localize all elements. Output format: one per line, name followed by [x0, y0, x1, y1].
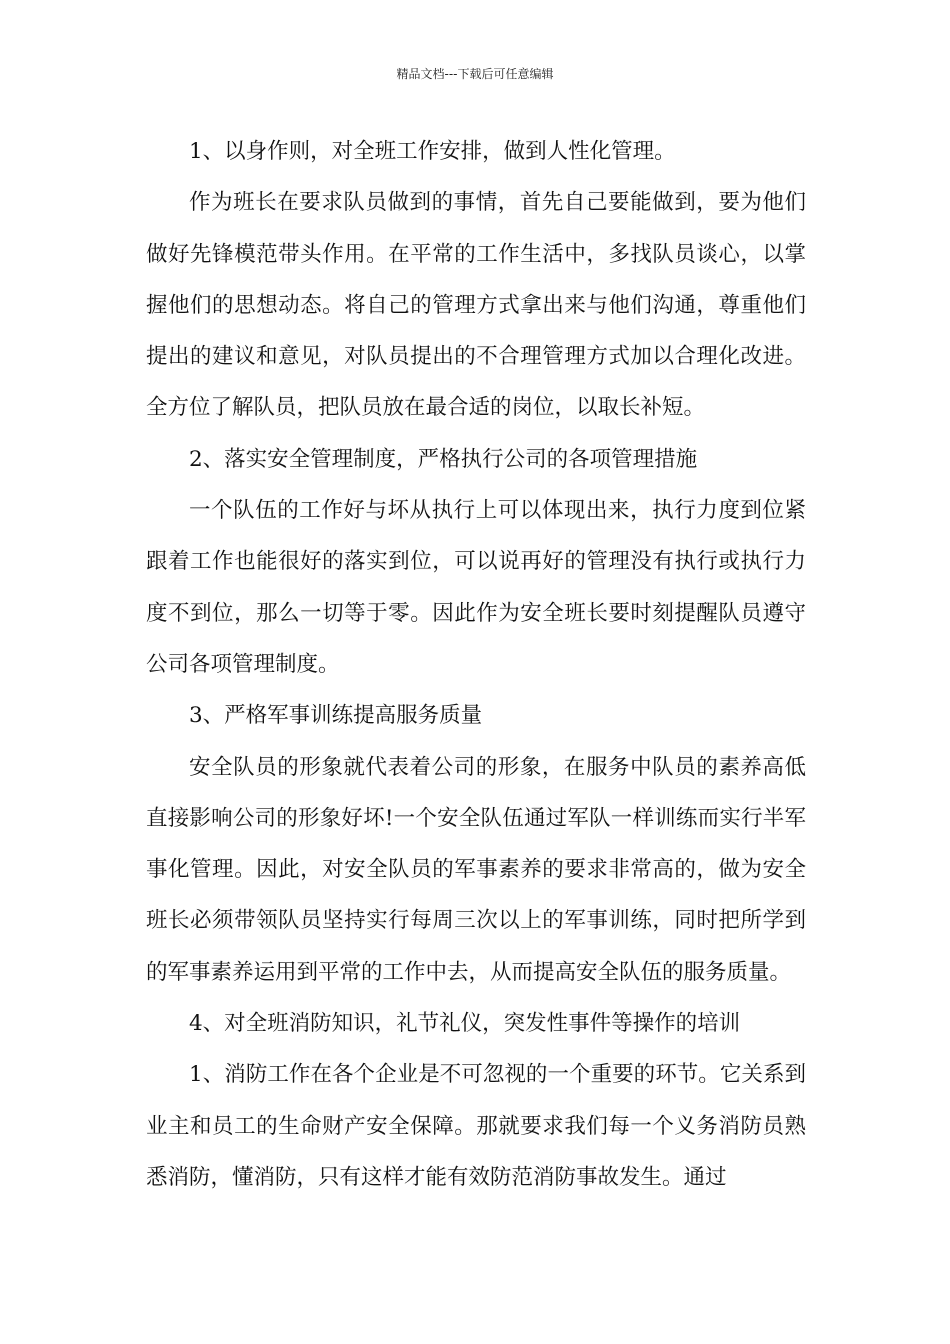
paragraph-1: 作为班长在要求队员做到的事情，首先自己要能做到，要为他们做好先锋模范带头作用。在平常的工作生活中，多找队员谈心，以掌握他们的思想动态。将自己的管理方式拿出来与他们沟通，尊重他们提出的建议和意见，对队员提出的不合理管理方式加以合理化改进。全方位了解队员，把队员放在最合适的岗位，以取长补短。	[146, 190, 806, 421]
heading-2: 2、落实安全管理制度，严格执行公司的各项管理措施	[189, 446, 698, 472]
page-header: 精品文档---下载后可任意编辑	[396, 67, 554, 81]
document-body	[146, 126, 806, 1203]
heading-4: 4、对全班消防知识，礼节礼仪，突发性事件等操作的培训	[189, 1011, 741, 1037]
paragraph-2: 一个队伍的工作好与坏从执行上可以体现出来，执行力度到位紧跟着工作也能很好的落实到位，可以说再好的管理没有执行或执行力度不到位，那么一切等于零。因此作为安全班长要时刻提醒队员遵守公司各项管理制度。	[146, 498, 806, 677]
paragraph-4: 1、消防工作在各个企业是不可忽视的一个重要的环节。它关系到业主和员工的生命财产安全保障。那就要求我们每一个义务消防员熟悉消防，懂消防，只有这样才能有效防范消防事故发生。通过	[146, 1062, 806, 1190]
heading-1: 1、以身作则，对全班工作安排，做到人性化管理。	[189, 139, 676, 164]
paragraph-3: 安全队员的形象就代表着公司的形象，在服务中队员的素养高低直接影响公司的形象好坏!一个安全队伍通过军队一样训练而实行半军事化管理。因此，对安全队员的军事素养的要求非常高的，做为安全班长必须带领队员坚持实行每周三次以上的军事训练，同时把所学到的军事素养运用到平常的工作中去，从而提高安全队伍的服务质量。	[146, 754, 806, 985]
heading-3: 3、严格军事训练提高服务质量	[189, 703, 483, 729]
